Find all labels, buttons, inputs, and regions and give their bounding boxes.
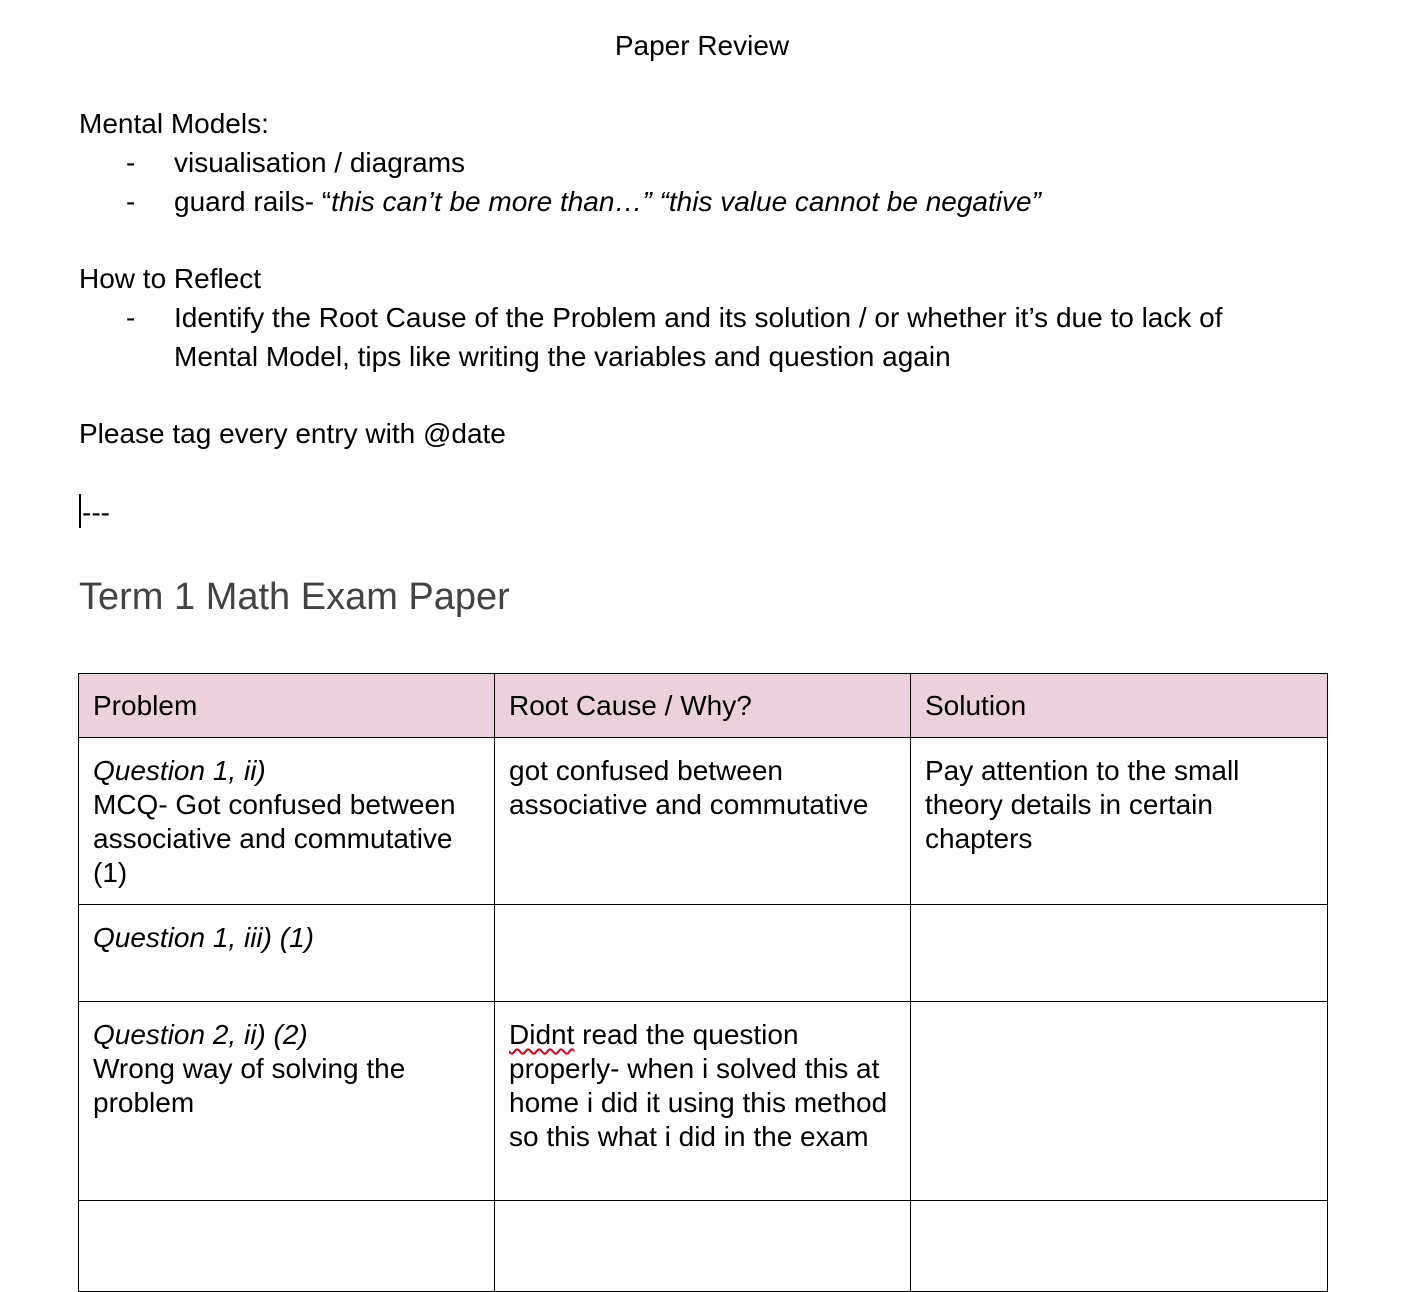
question-ref: Question 2, ii) (2) (93, 1019, 308, 1050)
separator-text: --- (82, 497, 110, 528)
list-item (79, 298, 1294, 376)
header-solution[interactable]: Solution (911, 674, 1328, 738)
header-root-cause[interactable]: Root Cause / Why? (495, 674, 911, 738)
bullet-dash: - (126, 186, 136, 217)
cell-solution[interactable] (911, 905, 1328, 1002)
tag-note: Please tag every entry with @date (79, 418, 506, 449)
list-item-italic-quote: this can’t be more than…” “this value cannot be negative” (331, 186, 1041, 217)
bullet-dash: - (126, 147, 136, 178)
cell-problem[interactable] (79, 738, 495, 905)
list-item-text: visualisation / diagrams (174, 147, 466, 178)
list-item (79, 143, 1294, 182)
text-cursor (79, 494, 81, 528)
review-table (78, 673, 1328, 1292)
misspelled-word[interactable]: Didnt (509, 1019, 575, 1050)
list-item (79, 182, 1294, 221)
table-row (79, 905, 1328, 1002)
problem-text: Wrong way of solving the problem (93, 1053, 406, 1118)
reflect-list (79, 298, 1294, 376)
question-ref: Question 1, ii) (93, 755, 266, 786)
table-row (79, 1002, 1328, 1201)
cell-problem[interactable] (79, 1002, 495, 1201)
document-title: Paper Review (614, 30, 790, 61)
cell-solution[interactable]: Pay attention to the small theory details in certain chapters (911, 738, 1328, 905)
cell-solution[interactable] (911, 1201, 1328, 1292)
cell-solution[interactable] (911, 1002, 1328, 1201)
cell-problem[interactable] (79, 1201, 495, 1292)
list-item-prefix: guard rails- “ (174, 186, 332, 217)
section-heading: Term 1 Math Exam Paper (79, 576, 510, 618)
cell-root-cause[interactable] (495, 905, 911, 1002)
root-cause-text: read the question properly- when i solved this at home i did it using this method so this what i did in the exam (509, 1019, 888, 1152)
list-item-text (174, 182, 1294, 221)
table-header-row (79, 674, 1328, 738)
mental-models-heading: Mental Models: (79, 108, 269, 139)
bullet-dash: - (126, 302, 136, 333)
problem-text: MCQ- Got confused between associative and commutative (1) (93, 789, 456, 888)
cell-root-cause[interactable] (495, 1201, 911, 1292)
reflect-heading: How to Reflect (79, 263, 262, 294)
header-problem[interactable]: Problem (79, 674, 495, 738)
separator-line[interactable] (79, 493, 110, 532)
list-item-text: Identify the Root Cause of the Problem and its solution / or whether it’s due to lack of Mental Model, tips like writing the variables and question again (174, 302, 1223, 372)
cell-root-cause[interactable]: got confused between associative and commutative (495, 738, 911, 905)
question-ref: Question 1, iii) (1) (93, 922, 314, 953)
table-row (79, 738, 1328, 905)
mental-models-list (79, 143, 1294, 221)
cell-root-cause[interactable] (495, 1002, 911, 1201)
cell-problem[interactable] (79, 905, 495, 1002)
table-row (79, 1201, 1328, 1292)
